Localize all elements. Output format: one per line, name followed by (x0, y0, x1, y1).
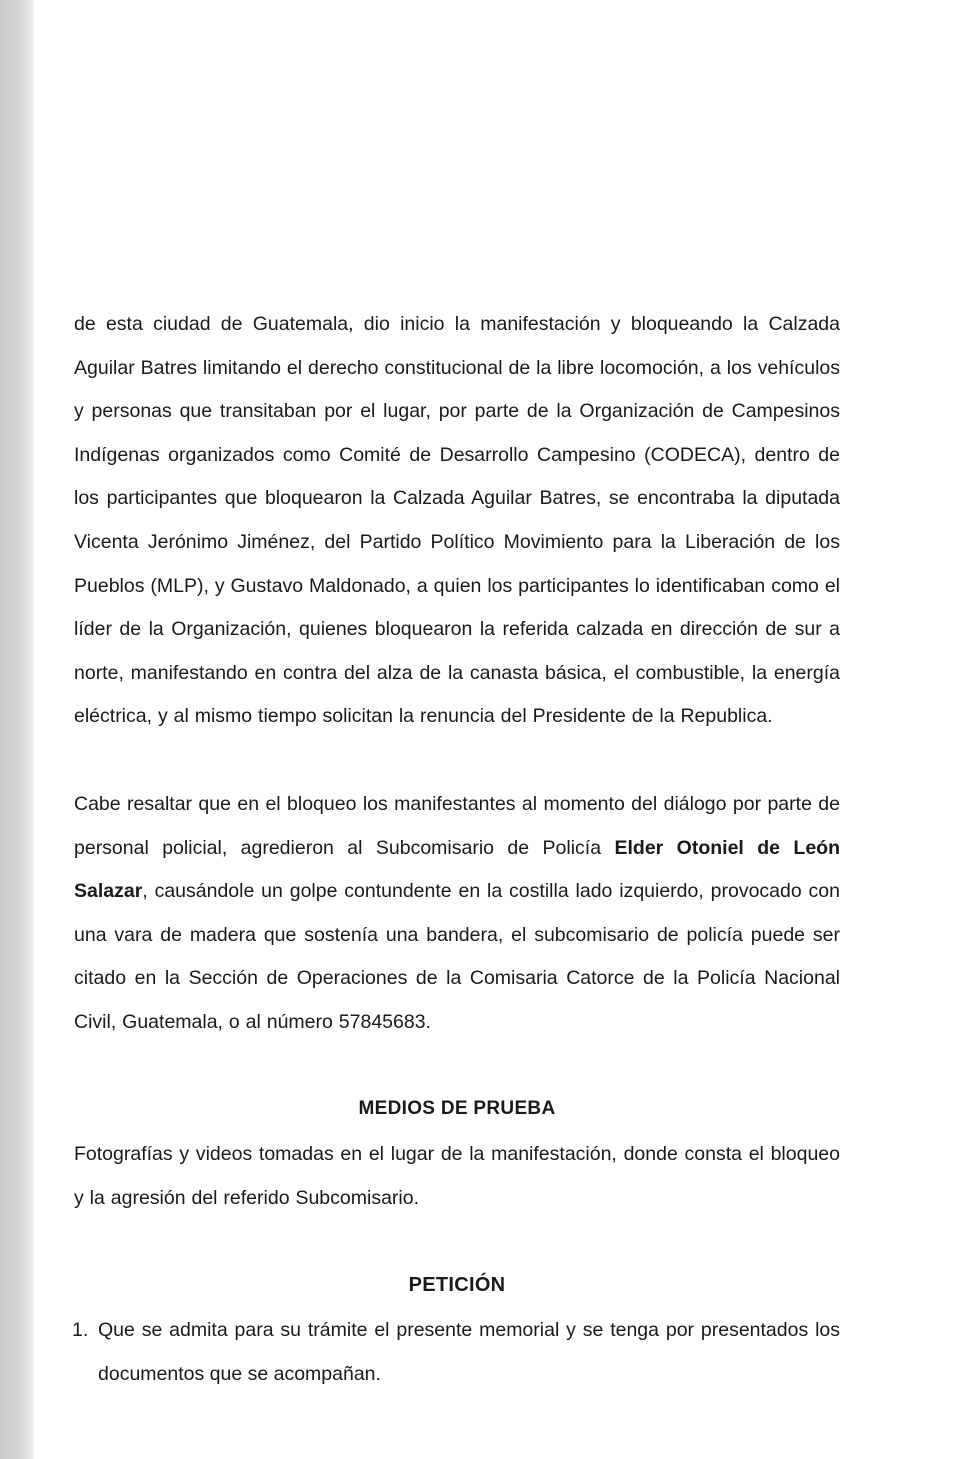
paragraph-manifestacion: de esta ciudad de Guatemala, dio inicio la manifestación y bloqueando la Calzada Aguilar Batres limitando el derecho constitucional de la libre locomoción, a los vehículos y personas que transitaban por el lugar, por parte de la Organización de Campesinos Indígenas organizados como Comité de Desarrollo Campesino (CODECA), dentro de los participantes que bloquearon la Calzada Aguilar Batres, se encontraba la diputada Vicenta Jerónimo Jiménez, del Partido Político Movimiento para la Liberación de los Pueblos (MLP), y Gustavo Maldonado, a quien los participantes lo identificaban como el líder de la Organización, quienes bloquearon la referida calzada en dirección de sur a norte, manifestando en contra del alza de la canasta básica, el combustible, la energía eléctrica, y al mismo tiempo solicitan la renuncia del Presidente de la Republica. (74, 313, 840, 728)
peticion-list (72, 1309, 840, 1396)
scan-edge-shadow (0, 0, 34, 1459)
paragraph-medios-de-prueba: Fotografías y videos tomadas en el lugar de la manifestación, donde consta el bloqueo y la agresión del referido Subcomisario. (74, 1143, 840, 1209)
list-item-text: Que se admita para su trámite el presente memorial y se tenga por presentados los documentos que se acompañan. (98, 1319, 840, 1385)
list-item-number: 1. (72, 1319, 89, 1341)
heading-medios-de-prueba: MEDIOS DE PRUEBA (358, 1098, 556, 1119)
subcomisario-name: Elder Otoniel de León Salazar (74, 836, 840, 903)
paragraph-agresion-after: , causándole un golpe contundente en la costilla lado izquierdo, provocado con una vara de madera que sostenía una bandera, el subcomisario de policía puede ser citado en la Sección de Operaciones de la Comisaria Catorce de la Policía Nacional Civil, Guatemala, o al número 57845683. (74, 880, 840, 1033)
paragraph-agresion-before: Cabe resaltar que en el bloqueo los manifestantes al momento del diálogo por parte de personal policial, agredieron al Subcomisario de Policía (74, 793, 840, 859)
paragraph-agresion (74, 783, 840, 1045)
list-item (72, 1309, 840, 1396)
document-page (34, 0, 966, 1459)
heading-peticion: PETICIÓN (408, 1274, 506, 1296)
